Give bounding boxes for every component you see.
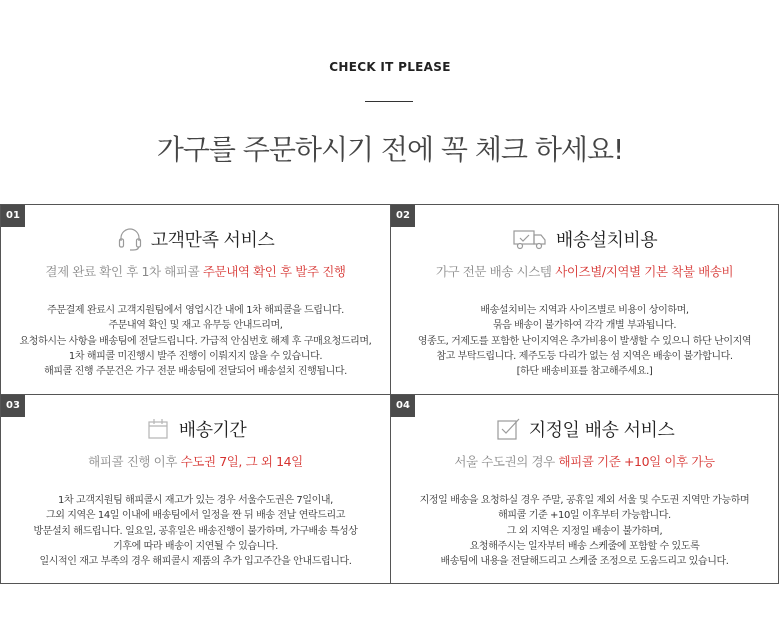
- card-body-line: 1차 고객지원팀 해피콜시 재고가 있는 경우 서울수도권은 7일이내,: [58, 495, 333, 506]
- card-title-row: [391, 415, 778, 443]
- card-customer-service: [1, 205, 390, 394]
- card-number-badge: 04: [391, 395, 415, 417]
- card-body-line: 해피콜 기준 +10일 이후부터 가능합니다.: [498, 510, 671, 522]
- page-headline: 가구를 주문하시기 전에 꼭 체크 하세요!: [156, 133, 624, 166]
- card-body: [395, 303, 774, 379]
- card-body-line: 주문내역 확인 및 재고 유무등 안내드리며,: [108, 320, 283, 332]
- card-body-line: 해피콜 진행 주문건은 가구 전문 배송팀에 전달되어 배송설치 진행됩니다.: [44, 366, 347, 378]
- checkbox-icon: [495, 416, 521, 442]
- card-delivery-cost: [391, 205, 778, 394]
- card-subtitle-text: 가구 전문 배송 시스템: [435, 264, 556, 279]
- card-subtitle-highlight: 수도권 7일, 그 외 14일: [180, 454, 303, 469]
- card-scheduled-delivery: [391, 395, 778, 584]
- delivery-truck-icon: [512, 226, 548, 252]
- card-subtitle: [391, 452, 778, 470]
- card-body-line: 참고 부탁드립니다. 제주도등 다리가 없는 섬 지역은 배송이 불가합니다.: [436, 350, 733, 362]
- card-subtitle-highlight: 주문내역 확인 후 발주 진행: [202, 264, 346, 279]
- card-body-line: 주문결제 완료시 고객지원팀에서 영업시간 내에 1차 해피콜을 드립니다.: [47, 305, 344, 316]
- card-body-line: 요청해주시는 일자부터 배송 스케줄에 포함할 수 있도록: [469, 540, 700, 552]
- info-grid: [0, 204, 779, 584]
- card-body-line: 일시적인 재고 부족의 경우 해피콜시 제품의 추가 입고주간을 안내드립니다.: [39, 556, 352, 568]
- card-body: [395, 493, 774, 569]
- card-delivery-period: [1, 395, 390, 584]
- card-number-badge: 03: [1, 395, 25, 417]
- card-body-line: 묶음 배송이 불가하여 각각 개별 부과됩니다.: [492, 320, 677, 332]
- card-title: 지정일 배송 서비스: [528, 420, 675, 441]
- card-number-badge: 02: [391, 205, 415, 227]
- card-title-row: [391, 225, 778, 253]
- card-body-line: 1차 해피콜 미진행시 발주 진행이 이뤄지지 않을 수 있습니다.: [68, 350, 323, 362]
- card-subtitle: [1, 452, 390, 470]
- card-title-row: [1, 415, 390, 443]
- card-subtitle-highlight: 사이즈별/지역별 기본 착불 배송비: [555, 264, 734, 279]
- card-body-line: [하단 배송비표를 참고해주세요.]: [516, 366, 653, 378]
- card-title-row: [1, 225, 390, 253]
- card-subtitle: [391, 262, 778, 280]
- headset-icon: [117, 226, 143, 252]
- card-body-line: 그 외 지역은 지정일 배송이 불가하며,: [506, 525, 663, 537]
- card-title: 배송기간: [178, 420, 247, 441]
- card-body-line: 그외 지역은 14일 이내에 배송팀에서 일정을 짠 뒤 배송 전날 연락드리고: [46, 510, 345, 522]
- card-body-line: 영종도, 거제도를 포함한 난이지역은 추가비용이 발생할 수 있으니 하단 난이지역: [417, 335, 752, 347]
- card-body-line: 방문설치 해드립니다. 일요일, 공휴일은 배송진행이 불가하며, 가구배송 특성상: [33, 525, 358, 537]
- card-subtitle-text: 서울 수도권의 경우: [454, 454, 559, 469]
- card-body: [5, 493, 386, 569]
- card-title: 고객만족 서비스: [150, 230, 275, 251]
- card-subtitle: [1, 262, 390, 280]
- eyebrow-label: CHECK IT PLEASE: [329, 60, 451, 74]
- card-body-line: 배송설치비는 지역과 사이즈별로 비용이 상이하며,: [480, 305, 689, 316]
- card-body: [5, 303, 386, 379]
- card-subtitle-highlight: 해피콜 기준 +10일 이후 가능: [558, 454, 715, 469]
- card-number-badge: 01: [1, 205, 25, 227]
- title-divider: [365, 101, 413, 102]
- calendar-icon: [145, 416, 171, 442]
- card-subtitle-text: 결제 완료 확인 후 1차 해피콜: [45, 264, 203, 279]
- card-body-line: 요청하시는 사항을 배송팀에 전달드립니다. 가급적 안심번호 해제 후 구매요청드리며,: [19, 335, 372, 347]
- card-title: 배송설치비용: [555, 230, 658, 251]
- card-subtitle-text: 해피콜 진행 이후: [88, 454, 181, 469]
- card-body-line: 지정일 배송을 요청하실 경우 주말, 공휴일 제외 서울 및 수도권 지역만 가능하며: [419, 495, 750, 506]
- card-body-line: 기후에 따라 배송이 지연될 수 있습니다.: [113, 540, 278, 552]
- card-body-line: 배송팀에 내용을 전달해드리고 스케줄 조정으로 도움드리고 있습니다.: [440, 556, 729, 568]
